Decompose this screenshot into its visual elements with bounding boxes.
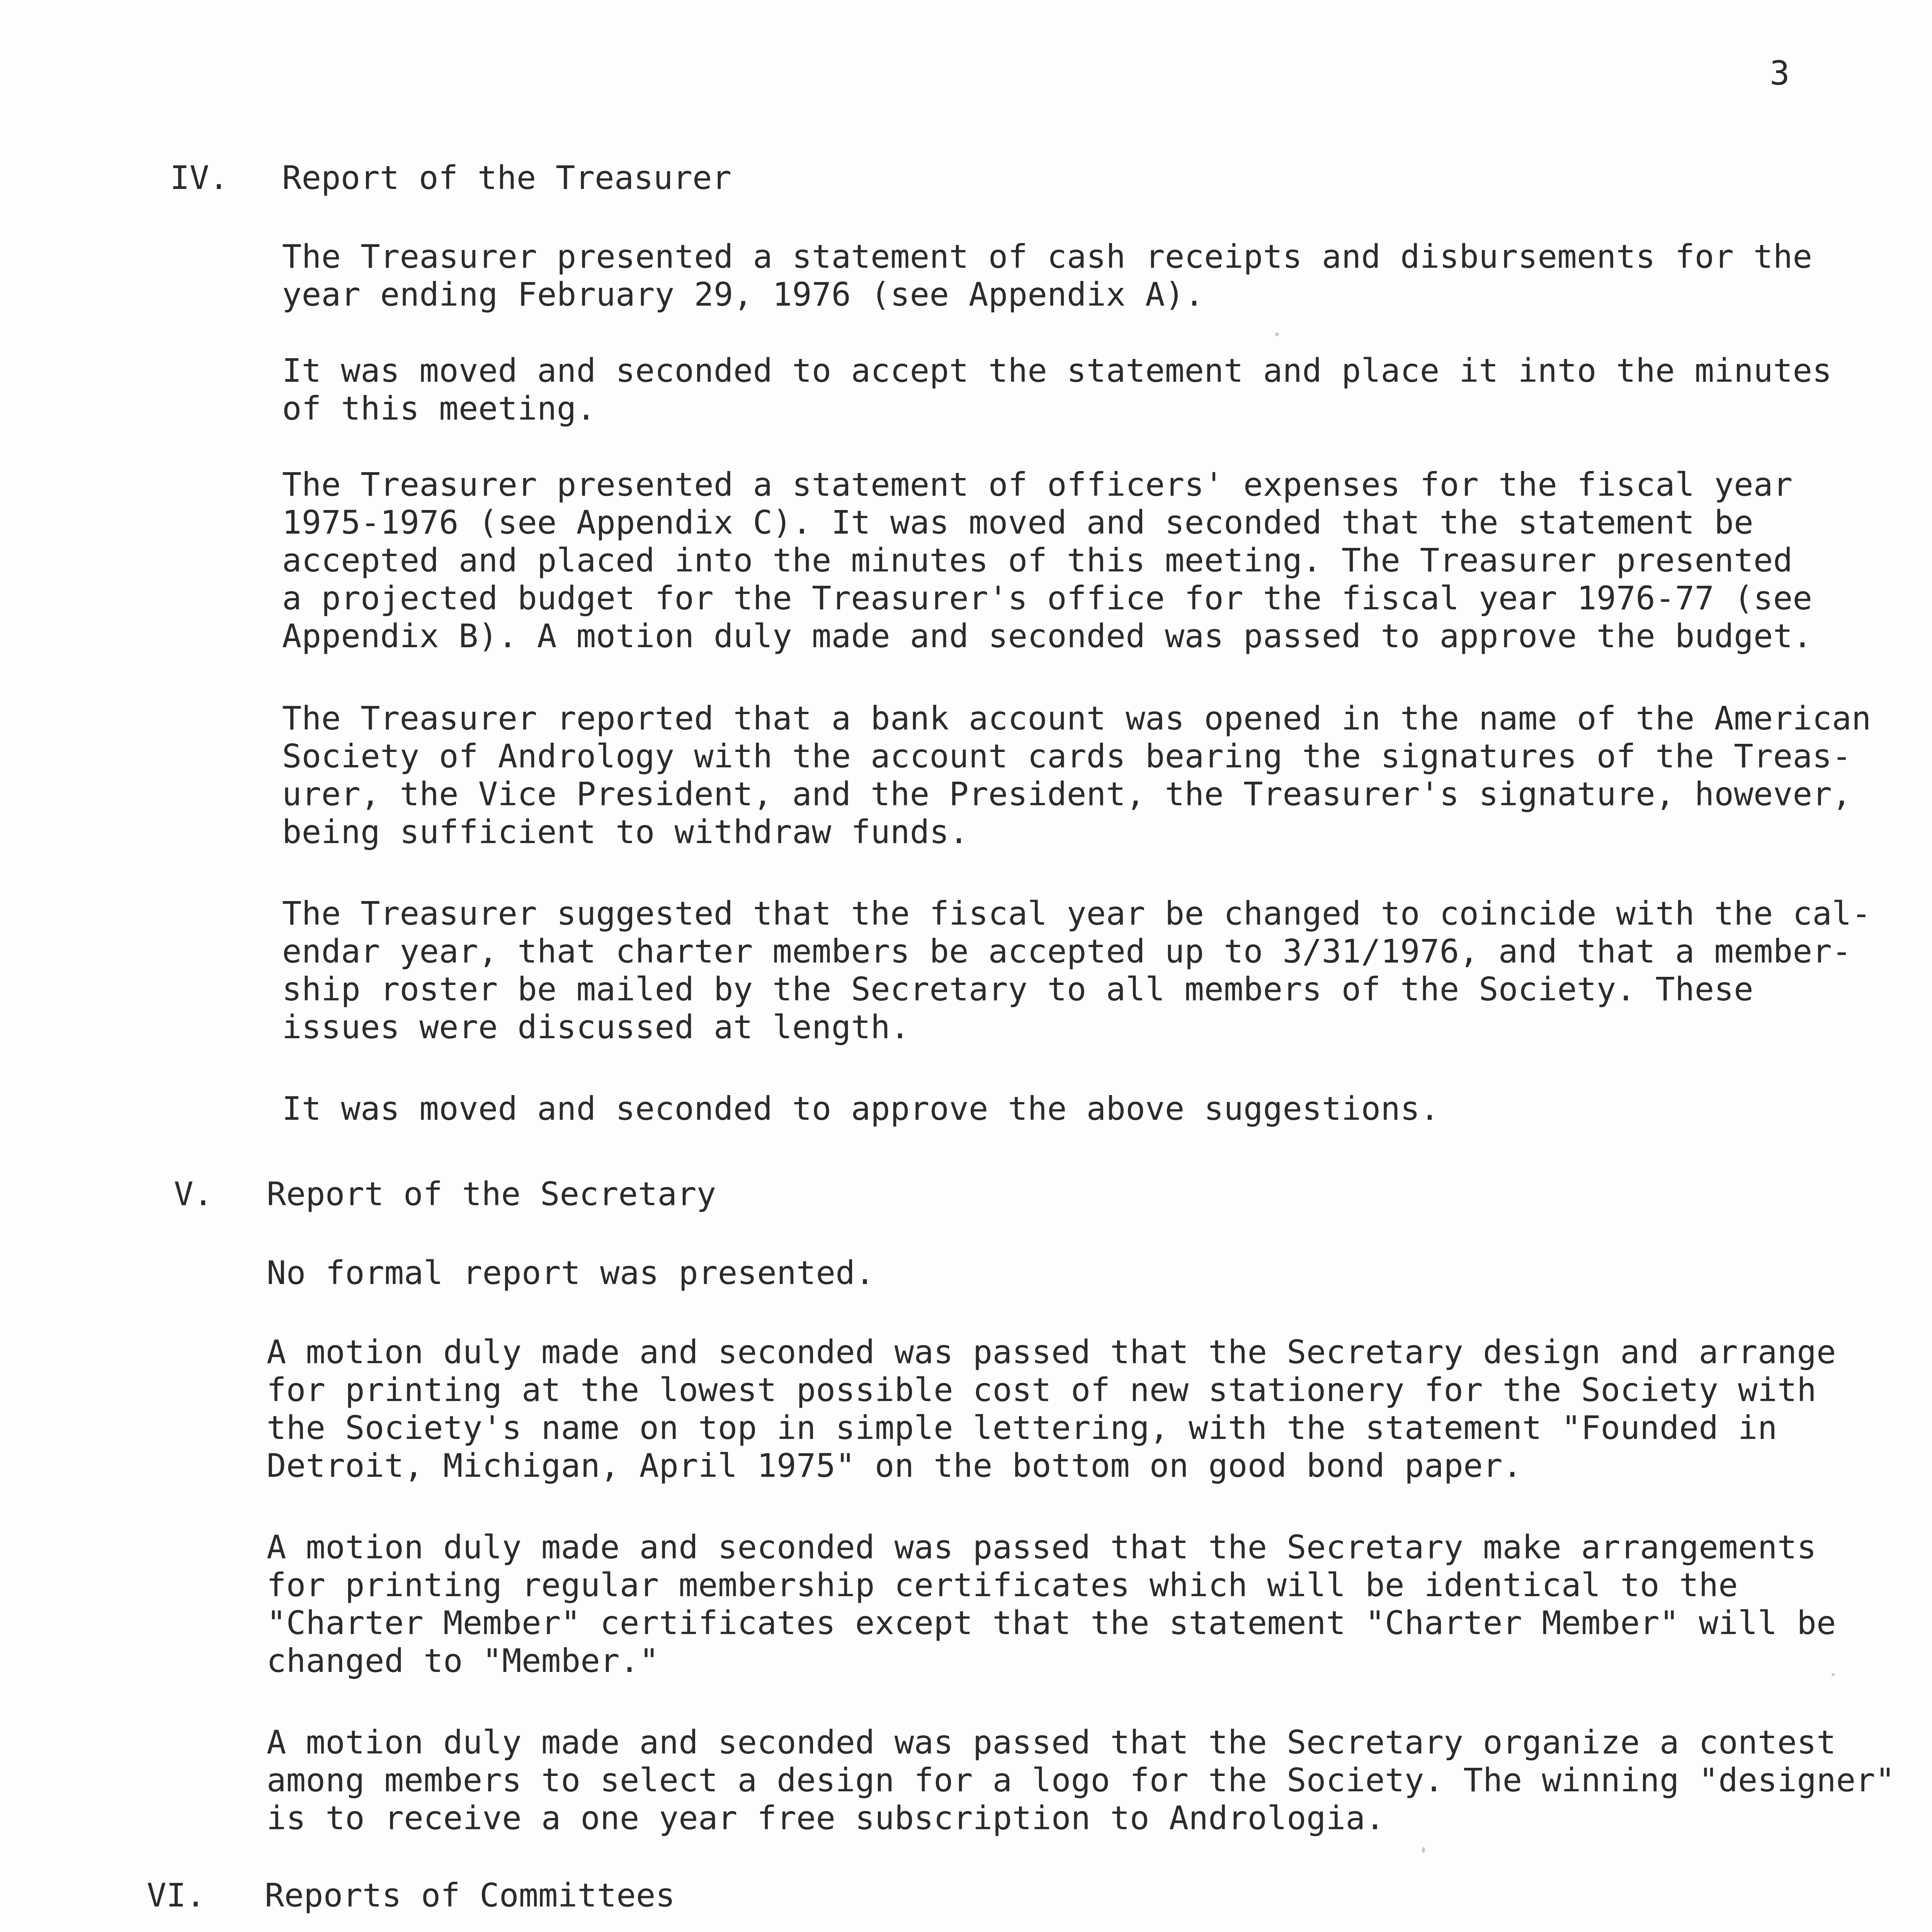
paragraph-certificates (267, 1528, 1835, 1680)
text-line: Society of Andrology with the account cards bearing the signatures of the Treas- (282, 737, 1852, 775)
text-line: the Society's name on top in simple lettering, with the statement "Founded in (267, 1409, 1777, 1447)
text-line: among members to select a design for a logo for the Society. The winning "designer" (267, 1761, 1895, 1799)
text-line: for printing at the lowest possible cost of new stationery for the Society with (267, 1371, 1817, 1409)
text-line: a projected budget for the Treasurer's office for the fiscal year 1976-77 (see (282, 579, 1813, 617)
text-line: being sufficient to withdraw funds. (282, 813, 969, 851)
text-line: The Treasurer reported that a bank account was opened in the name of the American (282, 699, 1871, 737)
text-line: The Treasurer presented a statement of officers' expenses for the fiscal year (282, 466, 1793, 503)
section-number: V. (174, 1175, 213, 1213)
text-line: issues were discussed at length. (282, 1008, 910, 1046)
text-line: year ending February 29, 1976 (see Appendix A). (282, 276, 1204, 313)
paragraph-officers-expenses (282, 466, 1835, 655)
paragraph-logo-contest (267, 1723, 1895, 1837)
section-number: VI. (147, 1876, 206, 1914)
text-line: Appendix B). A motion duly made and seconded was passed to approve the budget. (282, 617, 1813, 655)
page-number: 3 (1770, 54, 1790, 93)
text-line: is to receive a one year free subscription to Andrologia. (267, 1799, 1385, 1837)
text-line: It was moved and seconded to accept the statement and place it into the minutes (282, 352, 1832, 389)
text-line: No formal report was presented. (267, 1254, 875, 1292)
text-line: accepted and placed into the minutes of this meeting. The Treasurer presented (282, 541, 1793, 579)
text-line: The Treasurer suggested that the fiscal year be changed to coincide with the cal- (282, 895, 1871, 932)
paragraph-treasurer-statement (282, 238, 1835, 313)
text-line: A motion duly made and seconded was passed that the Secretary design and arrange (267, 1333, 1836, 1371)
scan-speck (1275, 332, 1279, 336)
text-line: endar year, that charter members be accepted up to 3/31/1976, and that a member- (282, 932, 1852, 970)
text-line: 1975-1976 (see Appendix C). It was moved and seconded that the statement be (282, 503, 1753, 541)
text-line: "Charter Member" certificates except that the statement "Charter Member" will be (267, 1604, 1836, 1642)
text-line: The Treasurer presented a statement of cash receipts and disbursements for the (282, 238, 1813, 276)
paragraph-approve-suggestions (282, 1090, 1835, 1128)
text-line: for printing regular membership certificates which will be identical to the (267, 1566, 1738, 1604)
paragraph-fiscal-year (282, 895, 1871, 1046)
text-line: Detroit, Michigan, April 1975" on the bottom on good bond paper. (267, 1447, 1522, 1485)
section-title: Reports of Committees (265, 1876, 675, 1914)
text-line: A motion duly made and seconded was passed that the Secretary organize a contest (267, 1723, 1836, 1761)
paragraph-accept-statement (282, 352, 1835, 427)
scan-speck (1422, 1847, 1425, 1853)
section-title: Report of the Treasurer (282, 159, 732, 197)
text-line: urer, the Vice President, and the President, the Treasurer's signature, however, (282, 775, 1852, 813)
text-line: changed to "Member." (267, 1642, 659, 1680)
paragraph-no-formal-report (267, 1254, 1835, 1292)
text-line: A motion duly made and seconded was passed that the Secretary make arrangements (267, 1528, 1817, 1566)
paragraph-bank-account (282, 699, 1871, 851)
text-line: It was moved and seconded to approve the above suggestions. (282, 1090, 1440, 1128)
section-title: Report of the Secretary (267, 1175, 716, 1213)
section-number: IV. (170, 159, 229, 197)
text-line: ship roster be mailed by the Secretary to all members of the Society. These (282, 970, 1753, 1008)
scan-speck (1832, 1673, 1835, 1676)
paragraph-stationery (267, 1333, 1835, 1485)
text-line: of this meeting. (282, 389, 596, 427)
